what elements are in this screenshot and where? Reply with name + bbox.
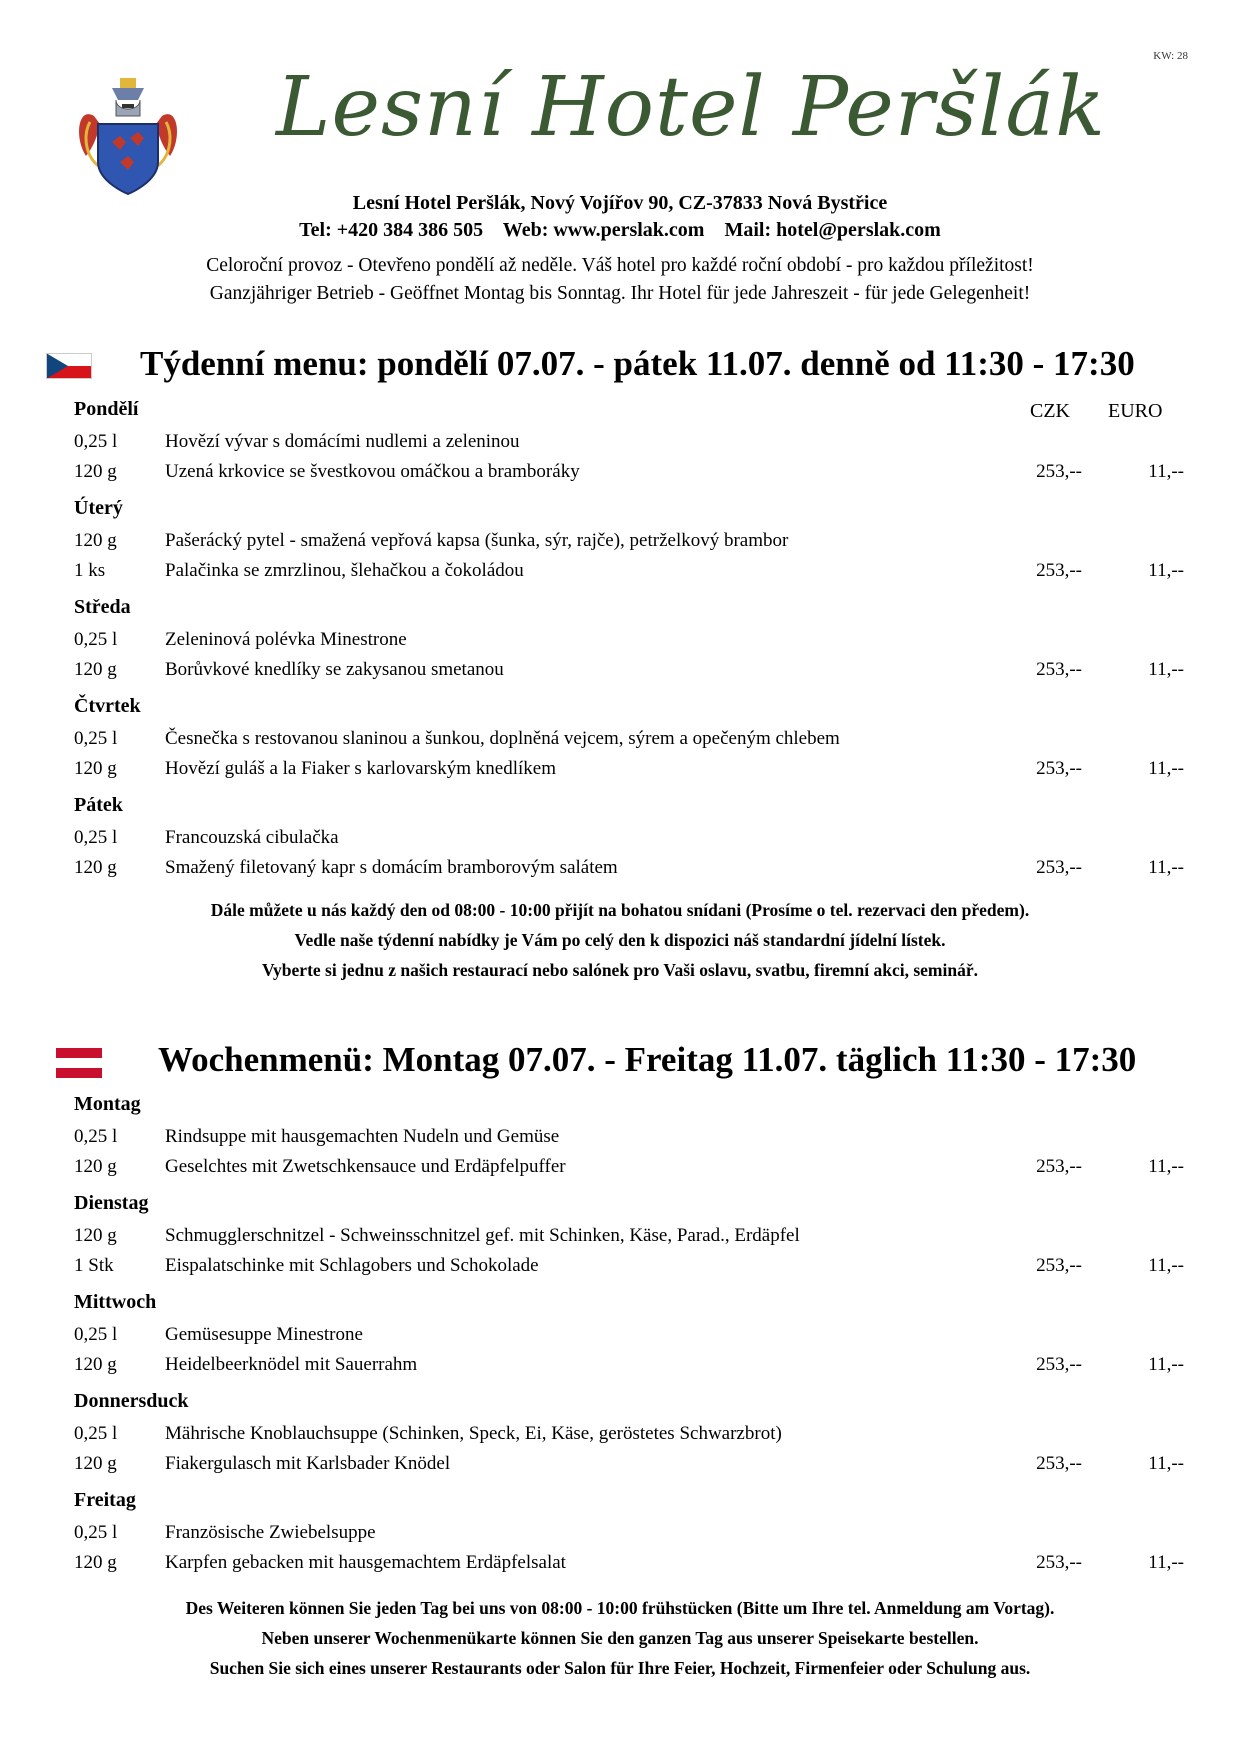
de-note-events: Suchen Sie sich eines unserer Restaurants oder Salon für Ihre Feier, Hochzeit, Firmenfeier oder Schulung aus. xyxy=(209,1658,1031,1678)
item-price-czk: 253,-- xyxy=(1036,758,1082,779)
item-quantity: 120 g xyxy=(74,530,117,551)
menu-item-row xyxy=(74,560,1184,584)
cz-note-events: Vyberte si jednu z našich restaurací nebo salónek pro Vaši oslavu, svatbu, firemní akci, seminář. xyxy=(262,960,978,980)
day-heading: Pátek xyxy=(74,794,123,816)
day-heading: Dienstag xyxy=(74,1192,149,1214)
item-price-euro: 11,-- xyxy=(1148,659,1184,680)
menu-item-row xyxy=(74,629,1184,653)
item-description: Palačinka se zmrzlinou, šlehačkou a čokoládou xyxy=(165,560,524,581)
hotel-logo-script: Lesní Hotel Peršlák xyxy=(276,60,1106,155)
item-price-euro: 11,-- xyxy=(1148,560,1184,581)
menu-item-row xyxy=(74,1255,1184,1279)
de-note-breakfast: Des Weiteren können Sie jeden Tag bei uns von 08:00 - 10:00 frühstücken (Bitte um Ihre tel. Anmeldung am Vortag). xyxy=(185,1598,1055,1618)
item-quantity: 120 g xyxy=(74,857,117,878)
intro-de: Ganzjähriger Betrieb - Geöffnet Montag bis Sonntag. Ihr Hotel für jede Jahreszeit - für jede Gelegenheit! xyxy=(209,283,1031,304)
item-price-euro: 11,-- xyxy=(1148,1453,1184,1474)
item-quantity: 1 Stk xyxy=(74,1255,114,1276)
item-price-euro: 11,-- xyxy=(1148,1156,1184,1177)
day-heading: Mittwoch xyxy=(74,1291,157,1313)
menu-item-row xyxy=(74,431,1184,455)
menu-item-row xyxy=(74,1126,1184,1150)
menu-item-row xyxy=(74,1522,1184,1546)
day-heading: Montag xyxy=(74,1093,141,1115)
item-price-czk: 253,-- xyxy=(1036,461,1082,482)
item-price-czk: 253,-- xyxy=(1036,659,1082,680)
item-description: Geselchtes mit Zwetschkensauce und Erdäpfelpuffer xyxy=(165,1156,566,1177)
day-heading: Úterý xyxy=(74,497,123,519)
item-description: Francouzská cibulačka xyxy=(165,827,339,848)
item-description: Gemüsesuppe Minestrone xyxy=(165,1324,363,1345)
item-description: Mährische Knoblauchsuppe (Schinken, Speck, Ei, Käse, geröstetes Schwarzbrot) xyxy=(165,1423,782,1444)
item-price-euro: 11,-- xyxy=(1148,1255,1184,1276)
item-quantity: 120 g xyxy=(74,1453,117,1474)
day-heading: Čtvrtek xyxy=(74,695,141,717)
item-price-czk: 253,-- xyxy=(1036,1354,1082,1375)
item-description: Rindsuppe mit hausgemachten Nudeln und Gemüse xyxy=(165,1126,560,1147)
item-description: Smažený filetovaný kapr s domácím bramborovým salátem xyxy=(165,857,618,878)
item-quantity: 0,25 l xyxy=(74,827,118,848)
menu-item-row xyxy=(74,1453,1184,1477)
menu-item-row xyxy=(74,728,1184,752)
item-quantity: 120 g xyxy=(74,1552,117,1573)
menu-item-row xyxy=(74,1552,1184,1576)
intro-cz: Celoroční provoz - Otevřeno pondělí až neděle. Váš hotel pro každé roční období - pro každou příležitost! xyxy=(206,255,1034,276)
de-note-standard-menu: Neben unserer Wochenmenükarte können Sie den ganzen Tag aus unserer Speisekarte bestellen. xyxy=(261,1628,979,1648)
czech-flag-icon xyxy=(46,353,92,379)
item-quantity: 0,25 l xyxy=(74,1522,118,1543)
item-description: Česnečka s restovanou slaninou a šunkou, doplněná vejcem, sýrem a opečeným chlebem xyxy=(165,728,840,749)
item-price-czk: 253,-- xyxy=(1036,1156,1082,1177)
menu-item-row xyxy=(74,1156,1184,1180)
item-quantity: 0,25 l xyxy=(74,1423,118,1444)
menu-item-row xyxy=(74,1354,1184,1378)
item-description: Zeleninová polévka Minestrone xyxy=(165,629,407,650)
item-quantity: 0,25 l xyxy=(74,1126,118,1147)
item-price-euro: 11,-- xyxy=(1148,857,1184,878)
item-description: Schmugglerschnitzel - Schweinsschnitzel gef. mit Schinken, Käse, Parad., Erdäpfel xyxy=(165,1225,800,1246)
item-description: Uzená krkovice se švestkovou omáčkou a bramboráky xyxy=(165,461,580,482)
hotel-contact: Tel: +420 384 386 505 Web: www.perslak.com Mail: hotel@perslak.com xyxy=(299,219,941,241)
item-description: Hovězí vývar s domácími nudlemi a zeleninou xyxy=(165,431,520,452)
menu-item-row xyxy=(74,1324,1184,1348)
item-quantity: 120 g xyxy=(74,1225,117,1246)
menu-item-row xyxy=(74,659,1184,683)
menu-item-row xyxy=(74,530,1184,554)
item-price-czk: 253,-- xyxy=(1036,857,1082,878)
item-quantity: 0,25 l xyxy=(74,728,118,749)
austrian-flag-icon xyxy=(56,1048,102,1078)
item-description: Karpfen gebacken mit hausgemachtem Erdäpfelsalat xyxy=(165,1552,566,1573)
item-quantity: 1 ks xyxy=(74,560,106,581)
week-number: KW: 28 xyxy=(1153,50,1188,62)
hotel-crest-logo xyxy=(72,76,184,200)
item-quantity: 0,25 l xyxy=(74,1324,118,1345)
item-price-euro: 11,-- xyxy=(1148,1552,1184,1573)
col-header-euro: EURO xyxy=(1108,400,1163,422)
item-quantity: 0,25 l xyxy=(74,629,118,650)
item-description: Pašerácký pytel - smažená vepřová kapsa (šunka, sýr, rajče), petrželkový brambor xyxy=(165,530,789,551)
de-menu-title: Wochenmenü: Montag 07.07. - Freitag 11.07. täglich 11:30 - 17:30 xyxy=(158,1040,1137,1079)
item-quantity: 120 g xyxy=(74,659,117,680)
day-heading: Donnersduck xyxy=(74,1390,189,1412)
day-heading: Středa xyxy=(74,596,131,618)
menu-item-row xyxy=(74,827,1184,851)
hotel-address: Lesní Hotel Peršlák, Nový Vojířov 90, CZ-37833 Nová Bystřice xyxy=(352,192,888,214)
menu-item-row xyxy=(74,461,1184,485)
cz-menu-title: Týdenní menu: pondělí 07.07. - pátek 11.07. denně od 11:30 - 17:30 xyxy=(140,344,1135,383)
cz-note-standard-menu: Vedle naše týdenní nabídky je Vám po celý den k dispozici náš standardní jídelní lístek. xyxy=(294,930,946,950)
item-quantity: 0,25 l xyxy=(74,431,118,452)
item-quantity: 120 g xyxy=(74,1354,117,1375)
item-description: Hovězí guláš a la Fiaker s karlovarským knedlíkem xyxy=(165,758,556,779)
item-description: Eispalatschinke mit Schlagobers und Schokolade xyxy=(165,1255,539,1276)
day-heading: Pondělí xyxy=(74,398,139,420)
col-header-czk: CZK xyxy=(1030,400,1070,422)
item-description: Fiakergulasch mit Karlsbader Knödel xyxy=(165,1453,451,1474)
item-quantity: 120 g xyxy=(74,758,117,779)
item-price-czk: 253,-- xyxy=(1036,1552,1082,1573)
menu-item-row xyxy=(74,857,1184,881)
item-quantity: 120 g xyxy=(74,461,117,482)
menu-item-row xyxy=(74,1225,1184,1249)
menu-item-row xyxy=(74,758,1184,782)
cz-note-breakfast: Dále můžete u nás každý den od 08:00 - 10:00 přijít na bohatou snídani (Prosíme o tel. rezervaci den předem). xyxy=(210,900,1030,920)
item-price-czk: 253,-- xyxy=(1036,1453,1082,1474)
item-quantity: 120 g xyxy=(74,1156,117,1177)
day-heading: Freitag xyxy=(74,1489,136,1511)
item-description: Heidelbeerknödel mit Sauerrahm xyxy=(165,1354,418,1375)
item-price-euro: 11,-- xyxy=(1148,758,1184,779)
item-price-czk: 253,-- xyxy=(1036,560,1082,581)
item-price-euro: 11,-- xyxy=(1148,1354,1184,1375)
item-price-czk: 253,-- xyxy=(1036,1255,1082,1276)
menu-item-row xyxy=(74,1423,1184,1447)
item-price-euro: 11,-- xyxy=(1148,461,1184,482)
item-description: Borůvkové knedlíky se zakysanou smetanou xyxy=(165,659,504,680)
item-description: Französische Zwiebelsuppe xyxy=(165,1522,376,1543)
